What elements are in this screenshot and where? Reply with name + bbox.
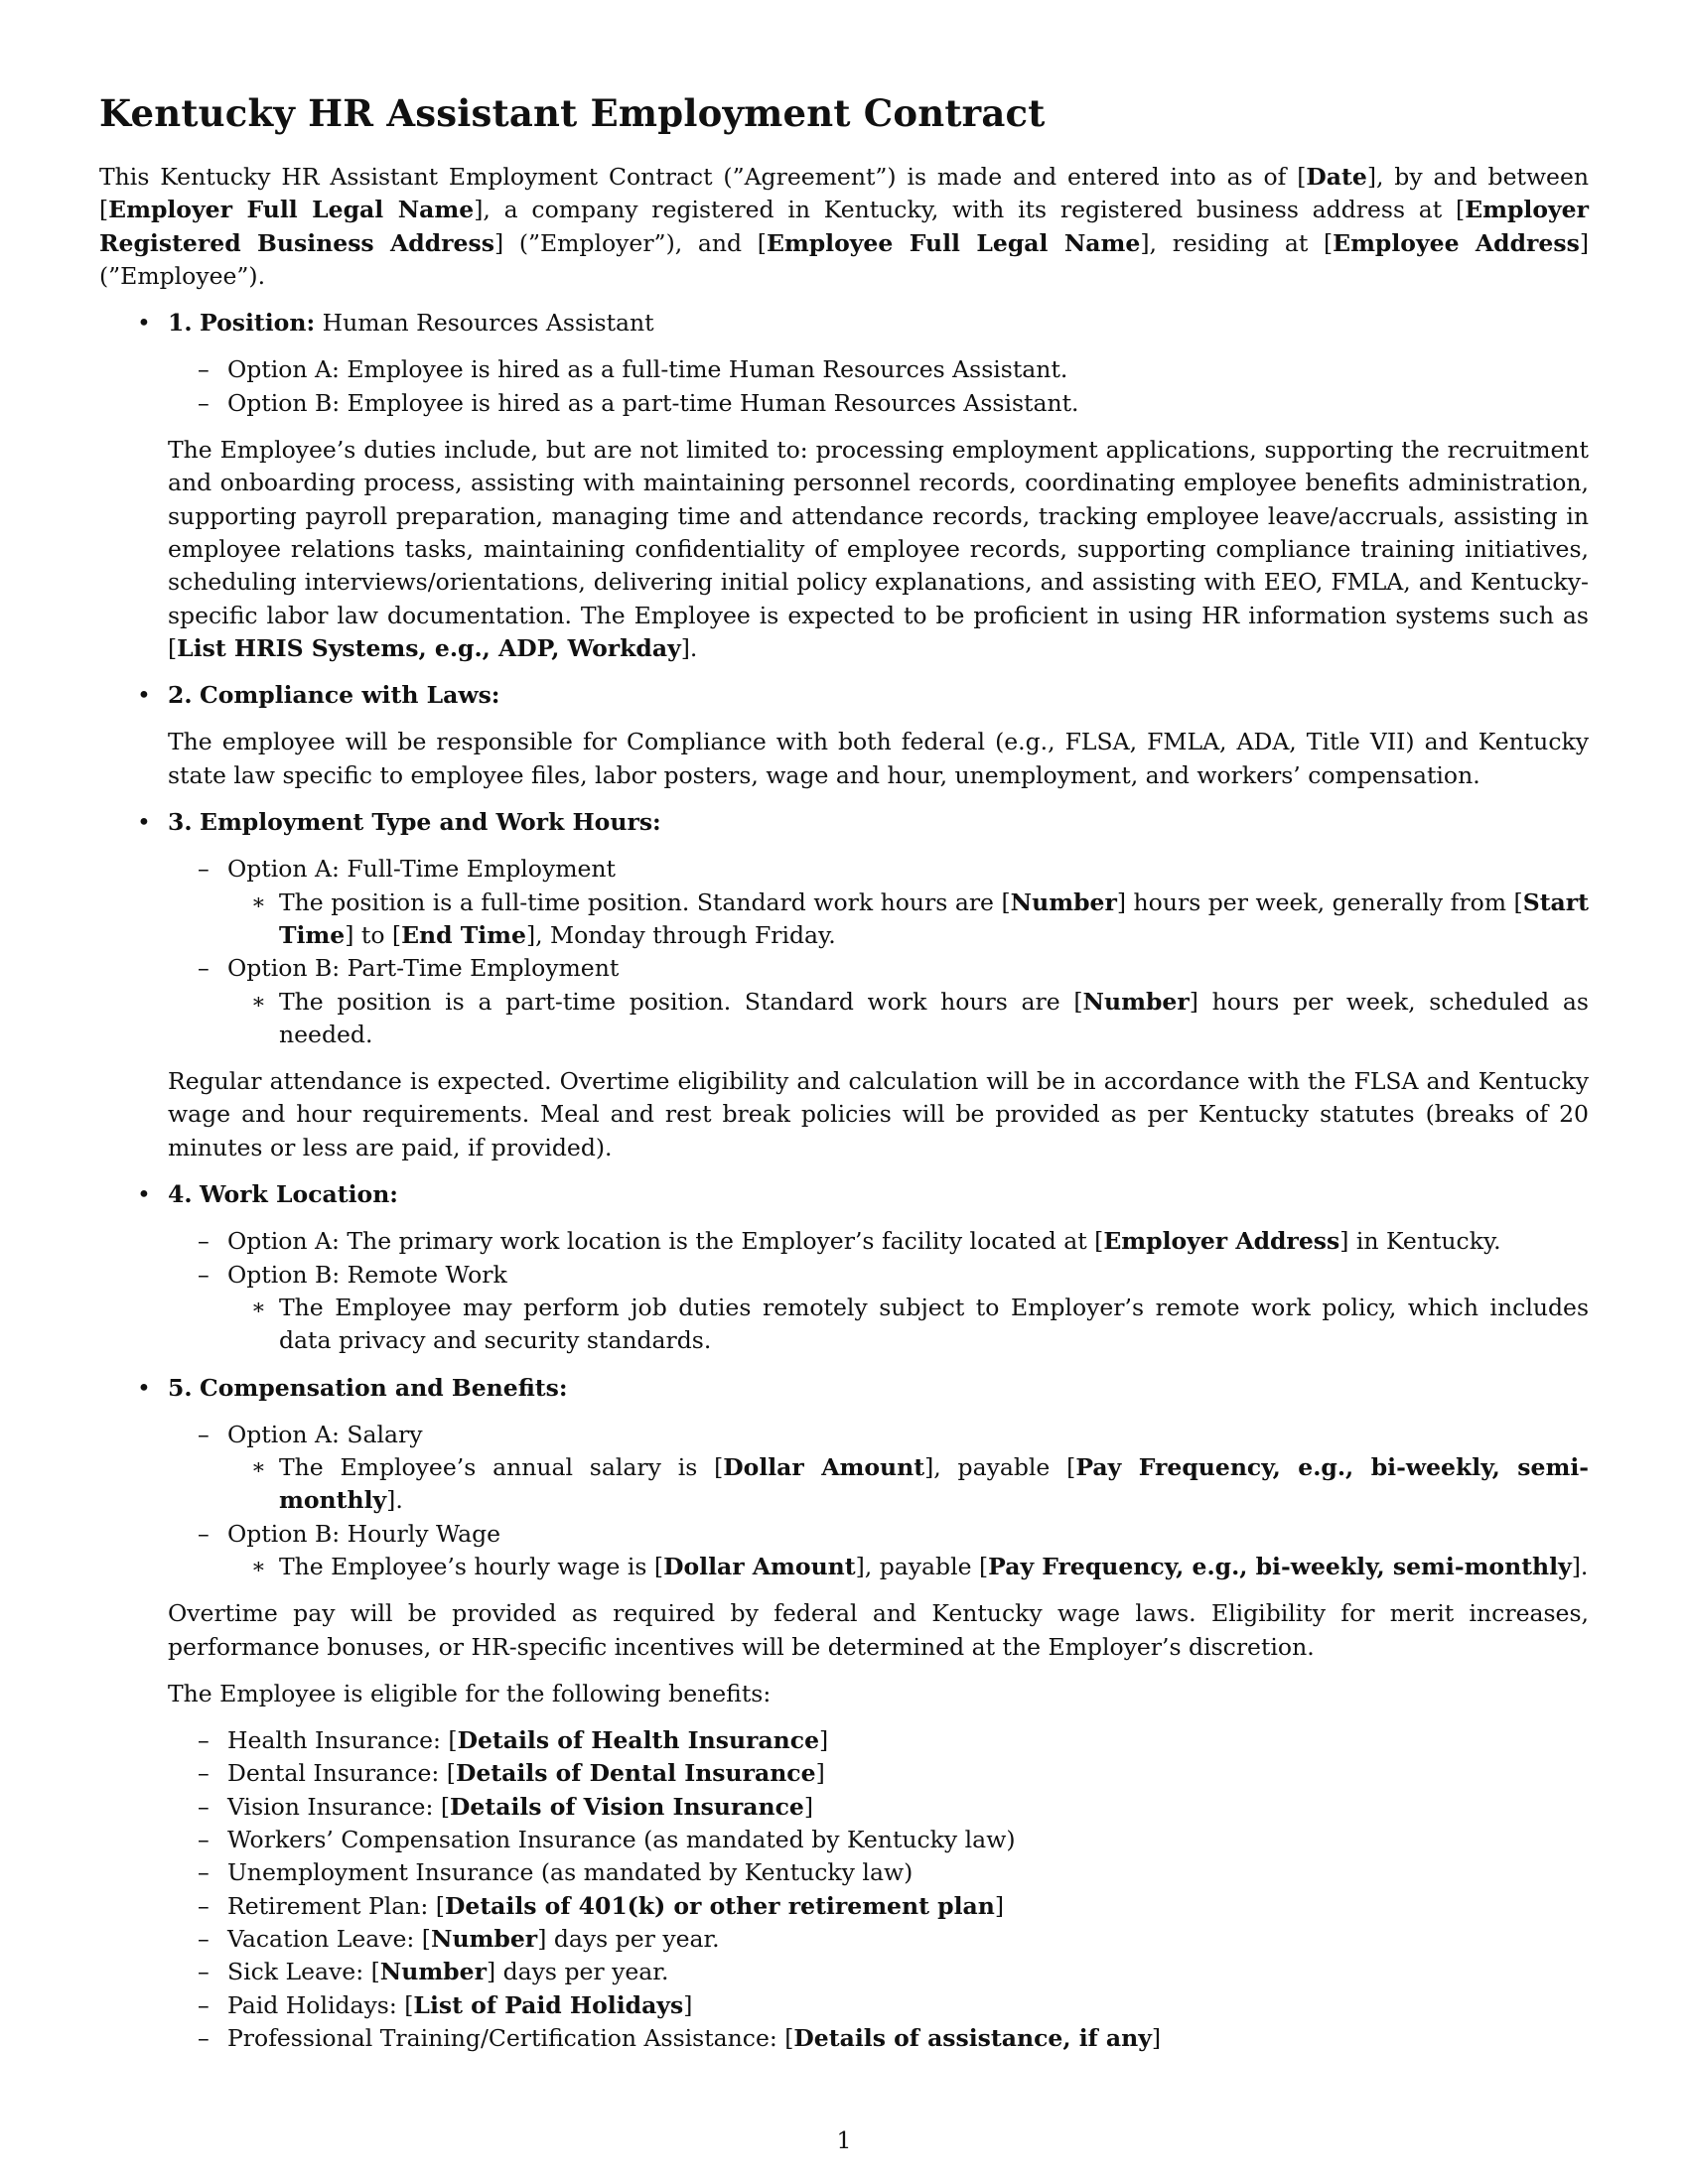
hours-placeholder: Number bbox=[1082, 987, 1190, 1016]
sections-list bbox=[99, 307, 1589, 2055]
benefit-item: – Professional Training/Certification Assistance: [Details of assistance, if any] bbox=[168, 2022, 1589, 2055]
intro-text: ], a company registered in Kentucky, with its registered business address at [ bbox=[474, 196, 1466, 224]
intro-text: ] (”Employee”). bbox=[99, 228, 1589, 290]
attendance-paragraph: Regular attendance is expected. Overtime eligibility and calculation will be in accordance with the FLSA and Kentucky wage and hour requirements. Meal and rest break policies will be provided as per Kentucky statutes (breaks of 20 minutes or less are paid, if provided). bbox=[168, 1067, 1589, 1161]
dollar-amount-placeholder: Dollar Amount bbox=[723, 1453, 925, 1482]
sub-item: ∗ The Employee’s hourly wage is [Dollar Amount], payable [Pay Frequency, e.g., bi-weekly, semi-monthly]. bbox=[227, 1551, 1589, 1583]
end-time-placeholder: End Time bbox=[401, 920, 526, 949]
section-heading: • 5. Compensation and Benefits: bbox=[168, 1373, 568, 1402]
options-list bbox=[168, 853, 1589, 1051]
sub-options-list bbox=[227, 1292, 1589, 1358]
intro-text: ], residing at [ bbox=[1140, 228, 1334, 257]
section-employment-type bbox=[99, 806, 1589, 1164]
sub-options-list bbox=[227, 887, 1589, 953]
option-item: – Option A: Salary ∗ The Employee’s annual salary is [Dollar Amount], payable [Pay Frequency, e.g., bi-weekly, semi-monthly]. bbox=[168, 1419, 1589, 1518]
start-time-placeholder: Start Time bbox=[279, 887, 1590, 949]
benefit-item: – Vacation Leave: [Number] days per year. bbox=[168, 1923, 1589, 1956]
section-compensation bbox=[99, 1372, 1589, 2056]
section-work-location bbox=[99, 1178, 1589, 1357]
pay-frequency-placeholder: Pay Frequency, e.g., bi-weekly, semi-monthly bbox=[279, 1453, 1590, 1515]
intro-paragraph bbox=[99, 161, 1589, 293]
intro-text: ] (”Employer”), and [ bbox=[493, 228, 767, 257]
options-list bbox=[168, 1419, 1589, 1583]
sub-options-list bbox=[227, 1451, 1589, 1518]
document-title: Kentucky HR Assistant Employment Contract bbox=[99, 91, 1046, 135]
benefits-list bbox=[168, 1724, 1589, 2055]
compliance-paragraph: The employee will be responsible for Compliance with both federal (e.g., FLSA, FMLA, ADA, Title VII) and Kentucky state law specific to employee files, labor posters, wage and hour, unemployment, and workers’ compensation. bbox=[168, 728, 1589, 789]
hours-placeholder: Number bbox=[1010, 887, 1117, 916]
benefit-item: – Sick Leave: [Number] days per year. bbox=[168, 1956, 1589, 1988]
option-item: – Option B: Remote Work ∗ The Employee may perform job duties remotely subject to Employer’s remote work policy, which includes data privacy and security standards. bbox=[168, 1259, 1589, 1358]
section-compliance bbox=[99, 679, 1589, 792]
option-item: – Option B: Employee is hired as a part-time Human Resources Assistant. bbox=[168, 387, 1589, 420]
section-heading: • 3. Employment Type and Work Hours: bbox=[168, 808, 661, 837]
date-placeholder: Date bbox=[1306, 163, 1367, 191]
intro-text: This Kentucky HR Assistant Employment Contract (”Agreement”) is made and entered into as of [ bbox=[99, 163, 1307, 191]
section-position bbox=[99, 307, 1589, 665]
sub-item: ∗ The Employee’s annual salary is [Dollar Amount], payable [Pay Frequency, e.g., bi-weekly, semi-monthly]. bbox=[227, 1451, 1589, 1518]
employer-name-placeholder: Employer Full Legal Name bbox=[108, 196, 475, 224]
option-item: – Option A: Employee is hired as a full-time Human Resources Assistant. bbox=[168, 353, 1589, 386]
benefits-intro: The Employee is eligible for the following benefits: bbox=[168, 1679, 772, 1707]
duties-paragraph: The Employee’s duties include, but are not limited to: processing employment applications, supporting the recruitment and onboarding process, assisting with maintaining personnel records, coordinating employee benefits administration, supporting payroll preparation, managing time and attendance records, tracking employee leave/accruals, assisting in employee relations tasks, maintaining confidentiality of employee records, supporting compliance training initiatives, scheduling interviews/orientations, delivering initial policy explanations, and assisting with EEO, FMLA, and Kentucky-specific labor law documentation. The Employee is expected to be proficient in using HR information systems such as [List HRIS Systems, e.g., ADP, Workday]. bbox=[168, 436, 1589, 662]
employee-name-placeholder: Employee Full Legal Name bbox=[766, 228, 1141, 257]
options-list bbox=[168, 1225, 1589, 1357]
option-item: – Option A: The primary work location is the Employer’s facility located at [Employer Address] in Kentucky. bbox=[168, 1225, 1589, 1258]
section-heading: • 2. Compliance with Laws: bbox=[168, 681, 500, 710]
sub-options-list bbox=[227, 1551, 1589, 1583]
sub-options-list bbox=[227, 986, 1589, 1052]
section-heading: • 1. Position: Human Resources Assistant bbox=[168, 309, 654, 338]
employee-address-placeholder: Employee Address bbox=[1333, 228, 1580, 257]
benefit-item: – Paid Holidays: [List of Paid Holidays] bbox=[168, 1989, 1589, 2022]
intro-text: ], by and between [ bbox=[99, 163, 1589, 224]
option-item: – Option B: Hourly Wage ∗ The Employee’s hourly wage is [Dollar Amount], payable [Pay Frequency, e.g., bi-weekly, semi-monthly]. bbox=[168, 1518, 1589, 1584]
employer-address-placeholder: Employer Registered Business Address bbox=[99, 196, 1589, 257]
benefit-item: – Health Insurance: [Details of Health Insurance] bbox=[168, 1724, 1589, 1757]
overtime-paragraph: Overtime pay will be provided as required by federal and Kentucky wage laws. Eligibility for merit increases, performance bonuses, or HR-specific incentives will be determined at the Employer’s discretion. bbox=[168, 1599, 1589, 1661]
sub-item: ∗ The position is a full-time position. Standard work hours are [Number] hours per week, generally from [Start Time] to [End Time], Monday through Friday. bbox=[227, 887, 1589, 953]
benefit-item: – Retirement Plan: [Details of 401(k) or other retirement plan] bbox=[168, 1890, 1589, 1923]
option-item: – Option A: Full-Time Employment ∗ The position is a full-time position. Standard work hours are [Number] hours per week, generally from [Start Time] to [End Time], Monday through Friday. bbox=[168, 853, 1589, 952]
employer-address-placeholder: Employer Address bbox=[1103, 1227, 1340, 1256]
benefit-item: – Vision Insurance: [Details of Vision Insurance] bbox=[168, 1791, 1589, 1824]
benefit-item: – Unemployment Insurance (as mandated by Kentucky law) bbox=[168, 1856, 1589, 1889]
position-value: Human Resources Assistant bbox=[322, 309, 654, 338]
sub-item: ∗ The Employee may perform job duties remotely subject to Employer’s remote work policy, which includes data privacy and security standards. bbox=[227, 1292, 1589, 1358]
sub-item: ∗ The position is a part-time position. Standard work hours are [Number] hours per week, scheduled as needed. bbox=[227, 986, 1589, 1052]
dollar-amount-placeholder: Dollar Amount bbox=[663, 1552, 856, 1580]
option-item: – Option B: Part-Time Employment ∗ The position is a part-time position. Standard work hours are [Number] hours per week, scheduled as needed. bbox=[168, 952, 1589, 1051]
options-list bbox=[168, 353, 1589, 420]
benefit-item: – Dental Insurance: [Details of Dental Insurance] bbox=[168, 1757, 1589, 1790]
hris-placeholder: List HRIS Systems, e.g., ADP, Workday bbox=[177, 633, 681, 662]
benefit-item: – Workers’ Compensation Insurance (as mandated by Kentucky law) bbox=[168, 1824, 1589, 1856]
pay-frequency-placeholder: Pay Frequency, e.g., bi-weekly, semi-monthly bbox=[988, 1552, 1572, 1580]
page-number: 1 bbox=[836, 2126, 852, 2154]
section-heading: • 4. Work Location: bbox=[168, 1180, 398, 1209]
